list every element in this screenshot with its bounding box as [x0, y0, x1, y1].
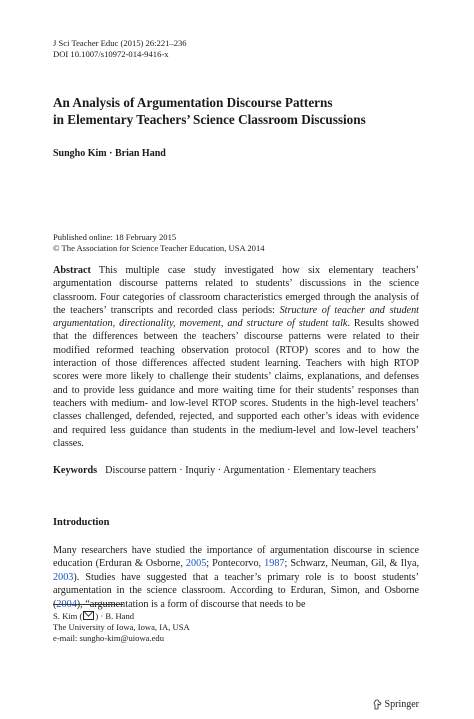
journal-citation: J Sci Teacher Educ (2015) 26:221–236 — [53, 38, 187, 48]
envelope-icon — [83, 611, 94, 620]
correspondence — [53, 611, 190, 644]
intro-text: ), “argumentation is a form of discourse that needs to be — [76, 598, 306, 610]
affiliation: The University of Iowa, Iowa, IA, USA — [53, 622, 190, 632]
citation-link[interactable]: 2003 — [53, 571, 74, 583]
doi: DOI 10.1007/s10972-014-9416-x — [53, 49, 169, 59]
keywords-heading: Keywords — [53, 465, 98, 476]
publisher-name: Springer — [384, 699, 419, 710]
introduction-text — [53, 544, 419, 611]
authors: Sungho Kim · Brian Hand — [53, 148, 166, 159]
abstract-text-1: This multiple case study investigated how six elementary teachers’ argumentation discourse patterns related to students’ discussions in the science classroom. Four categories of classroom characteristics emerged through the analysis of the teachers’ transcripts and recorded class periods: — [53, 265, 419, 316]
abstract-heading: Abstract — [53, 265, 91, 276]
footnote-divider — [53, 604, 123, 605]
abstract — [53, 264, 419, 450]
email[interactable]: e-mail: sungho-kim@uiowa.edu — [53, 633, 165, 643]
citation-link[interactable]: 2004 — [56, 598, 77, 610]
abstract-text-2: . Results showed that the differences between the teachers’ discourse patterns were related to their modified reformed teaching observation protocol (RTOP) scores and to how the interaction of those differences affected student learning. Teachers with high RTOP scores were more likely to challenge their students’ claims, explanations, and defenses and to provide less guidance and more waiting time for their students’ responses than teachers with medium- and low-level RTOP scores. Students in the high-level teachers’ classes challenged, defended, rejected, and supported each other’s ideas with evidence and required less guidance than students in the medium-level and low-level teachers’ classes. — [53, 318, 419, 449]
title-line-2: in Elementary Teachers’ Science Classroom Discussions — [53, 112, 366, 127]
springer-horse-icon — [373, 699, 382, 710]
intro-text: Many researchers have studied the importance of argumentation discourse in science education (Erduran & Osborne, — [53, 545, 419, 570]
corresponding-author: S. Kim — [53, 611, 78, 621]
section-heading-introduction: Introduction — [53, 517, 110, 528]
journal-header — [53, 38, 187, 60]
abstract-italic: Structure of teacher and student argumentation, directionality, movement, and structure of student talk — [53, 304, 419, 330]
correspondence-authors: S. Kim ( ) · B. Hand — [53, 611, 135, 621]
keywords — [53, 465, 419, 476]
publisher-logo — [373, 699, 419, 710]
citation-link[interactable]: 2005 — [185, 558, 207, 570]
published-date: Published online: 18 February 2015 — [53, 232, 177, 242]
publication-info — [53, 232, 265, 254]
article-title — [53, 94, 443, 128]
coauthor: · B. Hand — [98, 611, 135, 621]
intro-text: ). Studies have suggested that a teacher’s primary role is to boost students’ argumentation in the science classroom. According to Erduran, Simon, and Osborne ( — [53, 571, 419, 610]
keywords-list: Discourse pattern · Inquriy · Argumentation · Elementary teachers — [105, 465, 376, 476]
title-line-1: An Analysis of Argumentation Discourse Patterns — [53, 95, 333, 110]
intro-text: ; Pontecorvo, — [206, 558, 265, 570]
intro-text: ; Schwarz, Neuman, Gil, & Ilya, — [284, 558, 420, 570]
citation-link[interactable]: 1987 — [264, 558, 285, 570]
copyright: © The Association for Science Teacher Education, USA 2014 — [53, 243, 265, 253]
